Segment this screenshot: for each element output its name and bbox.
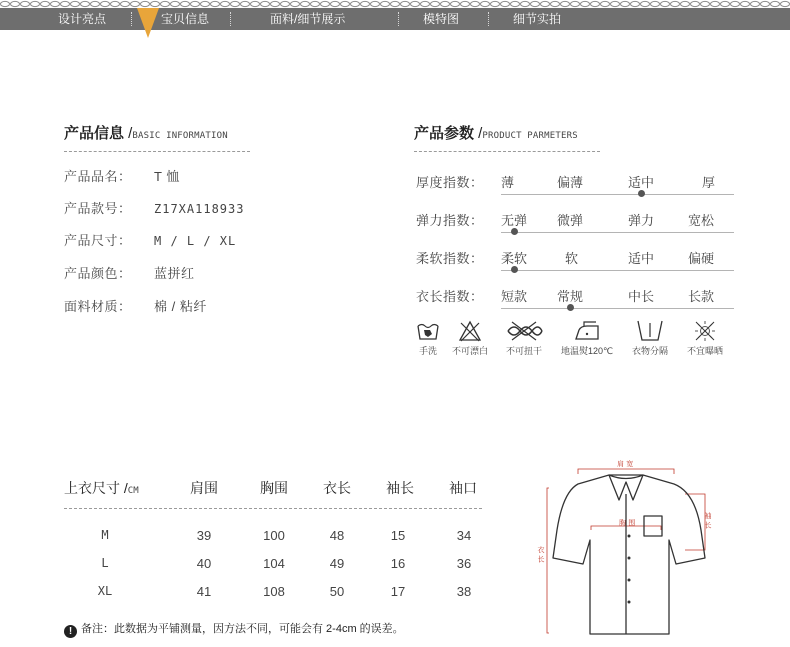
param-indicator-dot	[511, 266, 518, 273]
param-option: 短款	[501, 289, 528, 304]
care-no-wring	[500, 320, 548, 357]
param-scale-line	[501, 194, 734, 195]
size-header-sleeve: 袖长	[386, 480, 414, 496]
table-cell: 38	[456, 584, 472, 599]
care-label: 地温熨120℃	[560, 346, 614, 356]
param-option: 厚	[702, 175, 716, 190]
care-no-sun	[680, 320, 730, 357]
param-scale-line	[501, 308, 734, 309]
no-wring-icon	[504, 320, 544, 342]
size-label: XL	[97, 584, 113, 598]
param-scale-line	[501, 232, 734, 233]
param-option: 适中	[628, 175, 655, 190]
care-hand-wash	[414, 320, 442, 357]
param-option: 适中	[628, 251, 655, 266]
nav-divider	[488, 12, 489, 26]
nav-top-pattern	[0, 0, 790, 8]
param-option: 无弹	[501, 213, 528, 228]
no-sun-icon	[693, 320, 717, 342]
hand-wash-icon	[416, 320, 440, 342]
measurement-note: ! 备注：此数据为平铺测量，因方法不同，可能会有 2-4cm 的误差。	[64, 620, 404, 638]
info-row-material	[64, 296, 207, 316]
body-length-label: 衣 长	[537, 546, 545, 563]
care-label: 不可扭干	[505, 346, 542, 356]
product-info-divider	[64, 151, 250, 152]
param-option: 柔软	[501, 251, 528, 266]
param-option: 偏薄	[557, 175, 584, 190]
table-cell: 15	[390, 528, 406, 543]
nav-item-model-photos[interactable]: 模特图	[423, 12, 460, 26]
table-cell: 34	[456, 528, 472, 543]
shoulder-width-label: 肩 宽	[617, 460, 634, 468]
table-cell: 41	[196, 584, 212, 599]
info-value: M / L / XL	[154, 234, 237, 248]
sleeve-length-label: 袖 长	[704, 512, 712, 529]
nav-item-detail-shots[interactable]: 细节实拍	[513, 12, 562, 26]
nav-item-design-highlights[interactable]: 设计亮点	[58, 12, 107, 26]
wash-separately-icon	[635, 320, 665, 342]
param-row-elasticity	[414, 210, 724, 248]
info-value: T 恤	[154, 169, 180, 184]
param-row-thickness	[414, 172, 724, 210]
param-indicator-dot	[511, 228, 518, 235]
info-value: 棉 / 粘纤	[154, 299, 207, 314]
info-row-name	[64, 166, 180, 186]
param-option: 常规	[557, 289, 584, 304]
param-option: 微弹	[557, 213, 584, 228]
param-label: 厚度指数：	[416, 175, 484, 190]
info-label: 产品品名：	[64, 169, 132, 184]
info-label: 产品款号：	[64, 201, 132, 216]
table-cell: 36	[456, 556, 472, 571]
exclamation-icon: !	[64, 625, 77, 638]
size-header-length: 衣长	[323, 480, 351, 496]
size-label: L	[101, 556, 109, 570]
nav-divider	[230, 12, 231, 26]
info-label: 产品尺寸：	[64, 233, 132, 248]
info-row-style-no	[64, 198, 244, 218]
param-row-length	[414, 286, 724, 324]
care-label: 衣物分隔	[631, 346, 668, 356]
param-option: 软	[565, 251, 579, 266]
table-cell: 40	[196, 556, 212, 571]
table-cell: 49	[329, 556, 345, 571]
table-cell: 17	[390, 584, 406, 599]
info-value: Z17XA118933	[154, 202, 245, 216]
nav-item-product-info[interactable]: 宝贝信息	[161, 12, 210, 26]
param-label: 弹力指数：	[416, 213, 484, 228]
info-value: 蓝拼红	[154, 266, 195, 281]
param-option: 薄	[501, 175, 515, 190]
param-indicator-dot	[567, 304, 574, 311]
info-row-color	[64, 263, 195, 283]
param-row-softness	[414, 248, 724, 286]
table-cell: 108	[263, 584, 285, 599]
info-label: 面料材质：	[64, 299, 132, 314]
size-table-title: 上衣尺寸 /CM	[64, 480, 139, 496]
param-label: 衣长指数：	[416, 289, 484, 304]
param-option: 偏硬	[688, 251, 715, 266]
info-label: 产品颜色：	[64, 266, 132, 281]
product-params-heading: 产品参数 /PRODUCT PARMETERS	[414, 125, 578, 142]
param-option: 宽松	[688, 213, 715, 228]
care-label: 不可漂白	[451, 346, 488, 356]
table-cell: 104	[263, 556, 285, 571]
table-cell: 39	[196, 528, 212, 543]
param-scale-line	[501, 270, 734, 271]
nav-divider	[398, 12, 399, 26]
no-bleach-icon	[458, 320, 482, 342]
table-cell: 50	[329, 584, 345, 599]
shirt-size-diagram	[537, 460, 715, 638]
care-separate	[624, 320, 676, 357]
size-header-shoulder: 肩围	[190, 480, 218, 496]
table-cell: 100	[263, 528, 285, 543]
active-tab-marker-icon	[137, 8, 159, 40]
size-label: M	[101, 528, 109, 542]
param-option: 长款	[688, 289, 715, 304]
product-info-heading: 产品信息 /BASIC INFORMATION	[64, 125, 228, 142]
nav-item-fabric-details[interactable]: 面料/细节展示	[270, 12, 346, 26]
info-row-size	[64, 230, 236, 250]
param-indicator-dot	[638, 190, 645, 197]
param-option: 弹力	[628, 213, 655, 228]
size-header-cuff: 袖口	[449, 480, 477, 496]
top-nav	[0, 8, 790, 30]
care-iron	[556, 320, 618, 357]
param-option: 中长	[628, 289, 655, 304]
param-label: 柔软指数：	[416, 251, 484, 266]
care-label: 不宜曝晒	[686, 346, 723, 356]
chest-label: 胸 围	[619, 519, 636, 527]
care-label: 手洗	[418, 346, 437, 356]
size-table-divider	[64, 508, 482, 509]
care-no-bleach	[446, 320, 494, 357]
iron-icon	[572, 320, 602, 342]
nav-divider	[131, 12, 132, 26]
table-cell: 48	[329, 528, 345, 543]
table-cell: 16	[390, 556, 406, 571]
product-params-divider	[414, 151, 600, 152]
size-header-chest: 胸围	[260, 480, 288, 496]
